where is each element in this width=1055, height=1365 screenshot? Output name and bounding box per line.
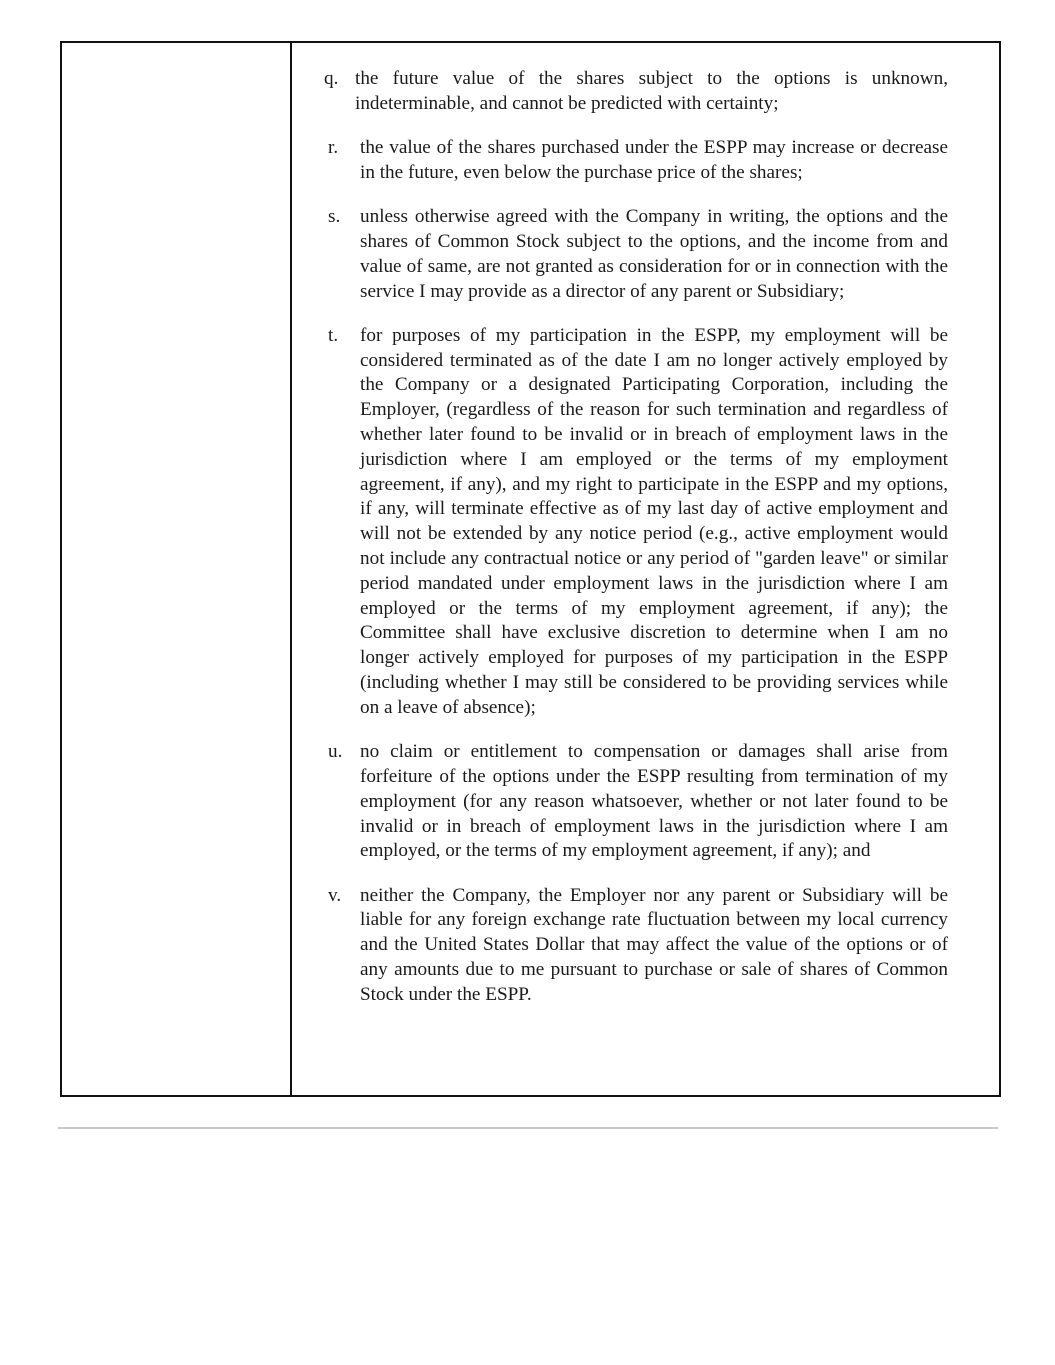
clause-letter: v. — [328, 884, 342, 906]
clause-q — [292, 67, 999, 117]
clause-text: unless otherwise agreed with the Company in writing, the options and the shares of Common Stock subject to the options, and the income from and value of same, are not granted as consideration for or in connection with the service I may provide as a director of any parent or Subsidiary; — [360, 206, 948, 302]
page-divider — [58, 1127, 998, 1129]
clause-letter: r. — [328, 137, 339, 159]
clause-text: neither the Company, the Employer nor any parent or Subsidiary will be liable for any foreign exchange rate fluctuation between my local currency and the United States Dollar that may affect the value of the options or of any amounts due to me pursuant to purchase or sale of shares of Common Stock under the ESPP. — [360, 884, 948, 1005]
clause-text: no claim or entitlement to compensation or damages shall arise from forfeiture of the options under the ESPP resulting from termination of my employment (for any reason whatsoever, whether or not later found to be invalid or in breach of employment laws in the jurisdiction where I am employed, or the terms of my employment agreement, if any); and — [360, 741, 948, 862]
clause-letter: q. — [324, 68, 339, 89]
clause-letter: s. — [328, 206, 341, 228]
clause-letter: u. — [328, 741, 343, 763]
table-right-cell — [292, 43, 999, 1095]
clause-list — [292, 67, 999, 1027]
clause-t — [292, 324, 999, 721]
clause-letter: t. — [328, 324, 339, 346]
clause-v — [292, 884, 999, 1008]
clause-text: for purposes of my participation in the ESPP, my employment will be considered terminated as of the date I am no longer actively employed by the Company or a designated Participating Corporation, including the Employer, (regardless of the reason for such termination and regardless of whether later found to be invalid or in breach of employment laws in the jurisdiction where I am employed or the terms of my employment agreement, if any), and my right to participate in the ESPP and my options, if any, will terminate effective as of my last day of active employment and will not be extended by any notice period (e.g., active employment would not include any contractual notice or any period of "garden leave" or similar period mandated under employment laws in the jurisdiction where I am employed or the terms of my employment agreement, if any); the Committee shall have exclusive discretion to determine when I am no longer actively employed for purposes of my participation in the ESPP (including whether I may still be considered to be providing services while on a leave of absence); — [360, 324, 948, 718]
clause-text: the value of the shares purchased under the ESPP may increase or decrease in the future, even below the purchase price of the shares; — [360, 137, 948, 183]
clause-u — [292, 740, 999, 864]
table-left-cell — [62, 43, 292, 1095]
clause-s — [292, 205, 999, 304]
document-table — [60, 41, 1001, 1097]
clause-text: the future value of the shares subject to the options is unknown, indeterminable, and cannot be predicted with certainty; — [355, 68, 948, 114]
clause-r — [292, 136, 999, 186]
